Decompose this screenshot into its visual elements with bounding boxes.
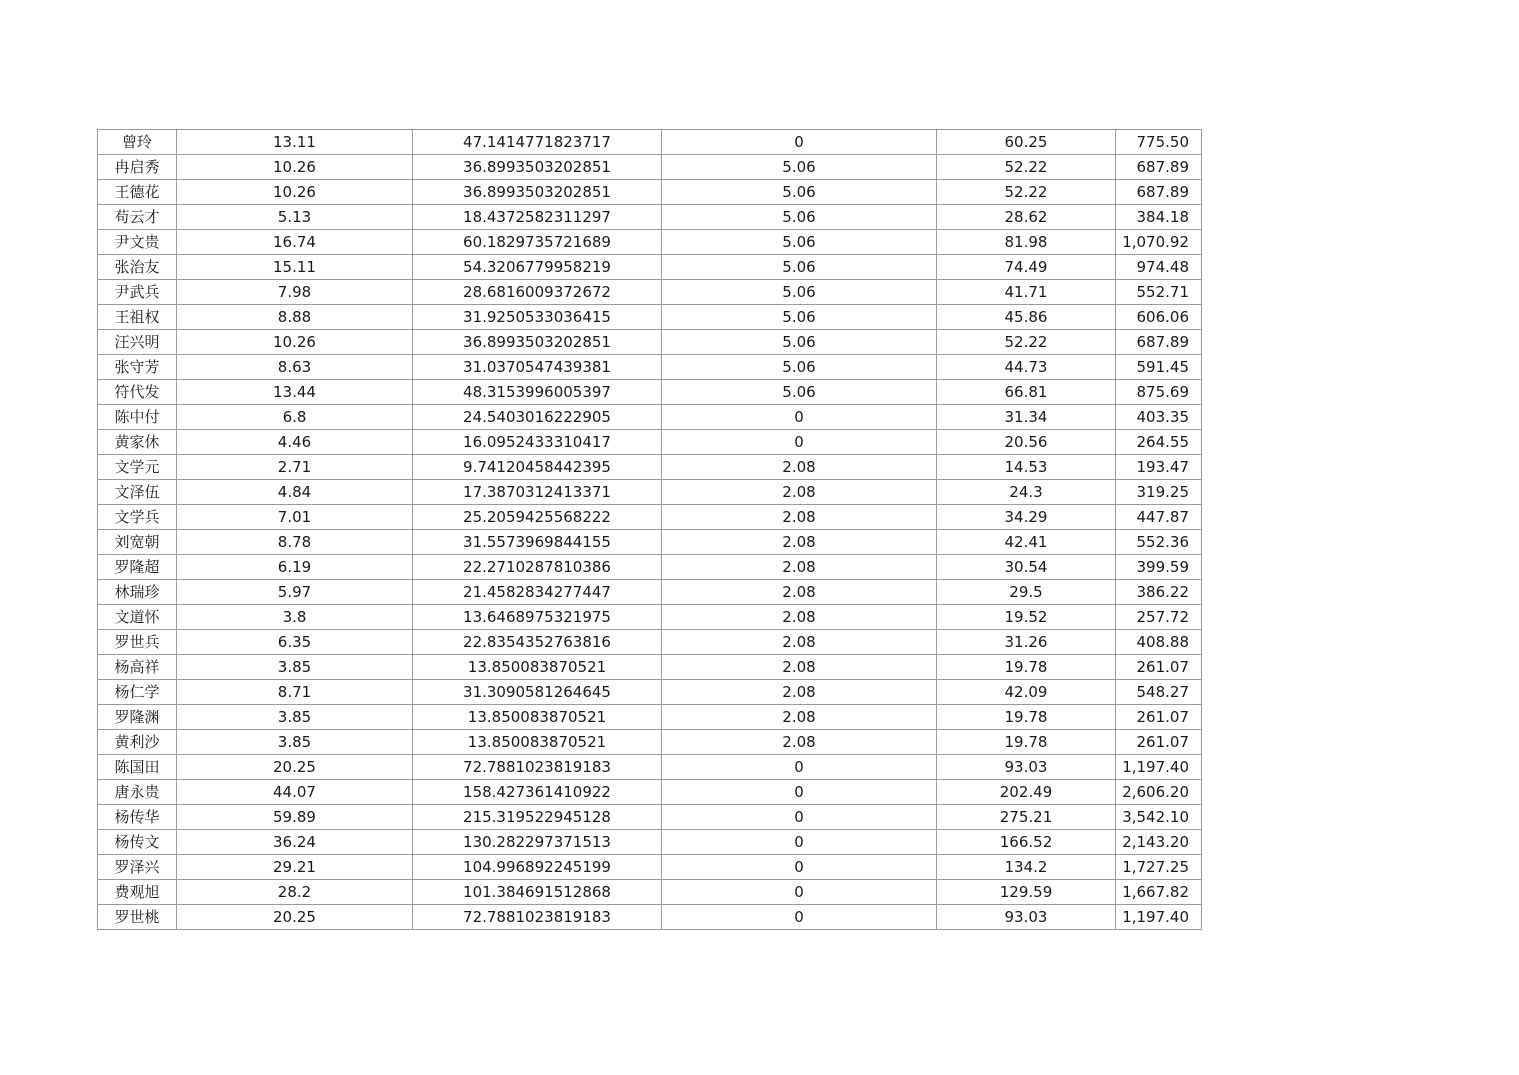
name-cell: 罗世兵 [98,630,177,655]
total-cell: 548.27 [1116,680,1202,705]
value-cell-1: 3.85 [177,705,413,730]
value-cell-3: 5.06 [662,330,937,355]
value-cell-3: 2.08 [662,455,937,480]
value-cell-2: 22.2710287810386 [413,555,662,580]
total-cell: 399.59 [1116,555,1202,580]
name-cell: 罗泽兴 [98,855,177,880]
value-cell-1: 6.35 [177,630,413,655]
total-cell: 687.89 [1116,180,1202,205]
value-cell-3: 5.06 [662,280,937,305]
value-cell-3: 2.08 [662,555,937,580]
value-cell-4: 41.71 [937,280,1116,305]
value-cell-1: 36.24 [177,830,413,855]
value-cell-4: 52.22 [937,330,1116,355]
value-cell-3: 5.06 [662,155,937,180]
value-cell-2: 13.850083870521 [413,655,662,680]
value-cell-3: 0 [662,405,937,430]
value-cell-2: 215.319522945128 [413,805,662,830]
value-cell-4: 20.56 [937,430,1116,455]
total-cell: 687.89 [1116,155,1202,180]
table-row [98,430,1202,455]
value-cell-2: 31.5573969844155 [413,530,662,555]
table-row [98,455,1202,480]
value-cell-3: 2.08 [662,730,937,755]
value-cell-3: 2.08 [662,655,937,680]
value-cell-2: 31.3090581264645 [413,680,662,705]
table-row [98,405,1202,430]
total-cell: 2,143.20 [1116,830,1202,855]
value-cell-4: 45.86 [937,305,1116,330]
value-cell-2: 47.1414771823717 [413,130,662,155]
value-cell-3: 0 [662,830,937,855]
total-cell: 974.48 [1116,255,1202,280]
value-cell-1: 10.26 [177,155,413,180]
value-cell-4: 134.2 [937,855,1116,880]
value-cell-3: 2.08 [662,480,937,505]
total-cell: 403.35 [1116,405,1202,430]
value-cell-4: 19.52 [937,605,1116,630]
total-cell: 3,542.10 [1116,805,1202,830]
name-cell: 文道怀 [98,605,177,630]
total-cell: 261.07 [1116,730,1202,755]
value-cell-4: 74.49 [937,255,1116,280]
value-cell-1: 3.85 [177,730,413,755]
value-cell-2: 21.4582834277447 [413,580,662,605]
value-cell-2: 31.9250533036415 [413,305,662,330]
value-cell-2: 18.4372582311297 [413,205,662,230]
name-cell: 符代发 [98,380,177,405]
table-row [98,305,1202,330]
value-cell-2: 130.282297371513 [413,830,662,855]
table-row [98,180,1202,205]
total-cell: 264.55 [1116,430,1202,455]
name-cell: 唐永贵 [98,780,177,805]
table-row [98,905,1202,930]
value-cell-2: 31.0370547439381 [413,355,662,380]
name-cell: 苟云才 [98,205,177,230]
value-cell-4: 60.25 [937,130,1116,155]
value-cell-2: 17.3870312413371 [413,480,662,505]
table-row [98,255,1202,280]
value-cell-2: 54.3206779958219 [413,255,662,280]
name-cell: 黄利沙 [98,730,177,755]
value-cell-4: 19.78 [937,705,1116,730]
value-cell-2: 101.384691512868 [413,880,662,905]
value-cell-1: 6.19 [177,555,413,580]
table-row [98,755,1202,780]
name-cell: 尹文贵 [98,230,177,255]
value-cell-2: 36.8993503202851 [413,330,662,355]
value-cell-4: 93.03 [937,755,1116,780]
name-cell: 罗隆超 [98,555,177,580]
total-cell: 1,070.92 [1116,230,1202,255]
value-cell-3: 5.06 [662,355,937,380]
total-cell: 591.45 [1116,355,1202,380]
value-cell-1: 7.01 [177,505,413,530]
value-cell-3: 5.06 [662,255,937,280]
value-cell-2: 16.0952433310417 [413,430,662,455]
name-cell: 冉启秀 [98,155,177,180]
value-cell-1: 13.11 [177,130,413,155]
value-cell-4: 30.54 [937,555,1116,580]
value-cell-2: 72.7881023819183 [413,905,662,930]
table-row [98,780,1202,805]
value-cell-4: 66.81 [937,380,1116,405]
name-cell: 文学兵 [98,505,177,530]
value-cell-4: 14.53 [937,455,1116,480]
name-cell: 刘宽朝 [98,530,177,555]
value-cell-4: 19.78 [937,655,1116,680]
value-cell-4: 24.3 [937,480,1116,505]
table-row [98,505,1202,530]
name-cell: 杨传华 [98,805,177,830]
total-cell: 193.47 [1116,455,1202,480]
total-cell: 257.72 [1116,605,1202,630]
name-cell: 尹武兵 [98,280,177,305]
value-cell-4: 52.22 [937,155,1116,180]
name-cell: 黄家休 [98,430,177,455]
total-cell: 552.36 [1116,530,1202,555]
value-cell-3: 5.06 [662,305,937,330]
value-cell-1: 5.97 [177,580,413,605]
value-cell-1: 59.89 [177,805,413,830]
total-cell: 1,197.40 [1116,755,1202,780]
total-cell: 2,606.20 [1116,780,1202,805]
value-cell-2: 28.6816009372672 [413,280,662,305]
value-cell-3: 2.08 [662,605,937,630]
value-cell-3: 5.06 [662,230,937,255]
value-cell-3: 0 [662,130,937,155]
value-cell-1: 7.98 [177,280,413,305]
value-cell-4: 31.26 [937,630,1116,655]
total-cell: 606.06 [1116,305,1202,330]
table-row [98,555,1202,580]
value-cell-3: 5.06 [662,205,937,230]
name-cell: 杨仁学 [98,680,177,705]
table-row [98,530,1202,555]
value-cell-4: 93.03 [937,905,1116,930]
value-cell-3: 0 [662,780,937,805]
name-cell: 陈国田 [98,755,177,780]
value-cell-1: 8.88 [177,305,413,330]
value-cell-1: 10.26 [177,330,413,355]
name-cell: 曾玲 [98,130,177,155]
name-cell: 罗世桃 [98,905,177,930]
value-cell-4: 19.78 [937,730,1116,755]
total-cell: 1,197.40 [1116,905,1202,930]
name-cell: 林瑞珍 [98,580,177,605]
value-cell-4: 202.49 [937,780,1116,805]
table-row [98,830,1202,855]
value-cell-1: 16.74 [177,230,413,255]
total-cell: 261.07 [1116,655,1202,680]
spreadsheet-page [97,129,1202,930]
value-cell-1: 44.07 [177,780,413,805]
value-cell-3: 0 [662,855,937,880]
table-row [98,855,1202,880]
value-cell-4: 81.98 [937,230,1116,255]
table-row [98,155,1202,180]
total-cell: 408.88 [1116,630,1202,655]
value-cell-1: 5.13 [177,205,413,230]
value-cell-2: 13.850083870521 [413,730,662,755]
table-row [98,680,1202,705]
name-cell: 罗隆渊 [98,705,177,730]
value-cell-1: 15.11 [177,255,413,280]
value-cell-1: 8.71 [177,680,413,705]
total-cell: 1,727.25 [1116,855,1202,880]
value-cell-1: 20.25 [177,905,413,930]
value-cell-3: 0 [662,880,937,905]
total-cell: 552.71 [1116,280,1202,305]
value-cell-4: 42.41 [937,530,1116,555]
name-cell: 杨传文 [98,830,177,855]
value-cell-3: 2.08 [662,680,937,705]
total-cell: 386.22 [1116,580,1202,605]
value-cell-2: 36.8993503202851 [413,155,662,180]
value-cell-2: 104.996892245199 [413,855,662,880]
table-row [98,205,1202,230]
value-cell-4: 129.59 [937,880,1116,905]
value-cell-4: 28.62 [937,205,1116,230]
value-cell-2: 72.7881023819183 [413,755,662,780]
value-cell-2: 22.8354352763816 [413,630,662,655]
value-cell-4: 275.21 [937,805,1116,830]
table-row [98,705,1202,730]
value-cell-2: 24.5403016222905 [413,405,662,430]
name-cell: 陈中付 [98,405,177,430]
value-cell-4: 31.34 [937,405,1116,430]
value-cell-1: 10.26 [177,180,413,205]
value-cell-3: 0 [662,805,937,830]
table-row [98,480,1202,505]
value-cell-3: 2.08 [662,505,937,530]
table-row [98,230,1202,255]
value-cell-2: 60.1829735721689 [413,230,662,255]
total-cell: 261.07 [1116,705,1202,730]
total-cell: 875.69 [1116,380,1202,405]
table-row [98,630,1202,655]
value-cell-1: 13.44 [177,380,413,405]
value-cell-4: 166.52 [937,830,1116,855]
name-cell: 汪兴明 [98,330,177,355]
table-row [98,730,1202,755]
table-body [98,130,1202,930]
table-row [98,330,1202,355]
value-cell-2: 13.850083870521 [413,705,662,730]
table-row [98,805,1202,830]
name-cell: 杨高祥 [98,655,177,680]
value-cell-2: 9.74120458442395 [413,455,662,480]
value-cell-4: 52.22 [937,180,1116,205]
data-table [97,129,1202,930]
value-cell-1: 4.46 [177,430,413,455]
value-cell-2: 36.8993503202851 [413,180,662,205]
table-row [98,130,1202,155]
value-cell-3: 0 [662,755,937,780]
table-row [98,355,1202,380]
name-cell: 费观旭 [98,880,177,905]
value-cell-4: 29.5 [937,580,1116,605]
value-cell-4: 44.73 [937,355,1116,380]
value-cell-4: 42.09 [937,680,1116,705]
name-cell: 文学元 [98,455,177,480]
table-row [98,655,1202,680]
name-cell: 文泽伍 [98,480,177,505]
value-cell-2: 158.427361410922 [413,780,662,805]
value-cell-3: 2.08 [662,530,937,555]
value-cell-3: 5.06 [662,180,937,205]
total-cell: 1,667.82 [1116,880,1202,905]
value-cell-3: 0 [662,905,937,930]
total-cell: 447.87 [1116,505,1202,530]
name-cell: 张治友 [98,255,177,280]
table-row [98,880,1202,905]
value-cell-1: 3.8 [177,605,413,630]
value-cell-1: 28.2 [177,880,413,905]
value-cell-2: 13.6468975321975 [413,605,662,630]
total-cell: 384.18 [1116,205,1202,230]
table-row [98,580,1202,605]
value-cell-3: 0 [662,430,937,455]
total-cell: 775.50 [1116,130,1202,155]
value-cell-3: 2.08 [662,580,937,605]
value-cell-1: 4.84 [177,480,413,505]
value-cell-1: 8.78 [177,530,413,555]
value-cell-4: 34.29 [937,505,1116,530]
value-cell-1: 2.71 [177,455,413,480]
value-cell-1: 20.25 [177,755,413,780]
value-cell-3: 5.06 [662,380,937,405]
value-cell-1: 3.85 [177,655,413,680]
name-cell: 王祖权 [98,305,177,330]
table-row [98,380,1202,405]
total-cell: 687.89 [1116,330,1202,355]
table-row [98,605,1202,630]
value-cell-1: 8.63 [177,355,413,380]
value-cell-2: 48.3153996005397 [413,380,662,405]
value-cell-3: 2.08 [662,705,937,730]
name-cell: 王德花 [98,180,177,205]
value-cell-3: 2.08 [662,630,937,655]
value-cell-1: 29.21 [177,855,413,880]
total-cell: 319.25 [1116,480,1202,505]
value-cell-2: 25.2059425568222 [413,505,662,530]
table-row [98,280,1202,305]
value-cell-1: 6.8 [177,405,413,430]
name-cell: 张守芳 [98,355,177,380]
